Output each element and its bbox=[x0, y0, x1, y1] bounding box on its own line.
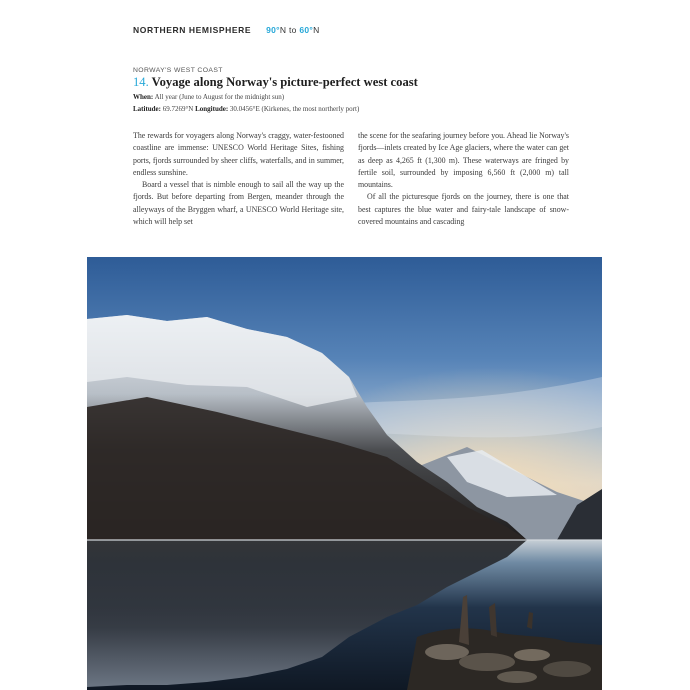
body-column-left bbox=[133, 130, 344, 228]
latitude-label: Latitude: bbox=[133, 105, 161, 113]
when-value: All year (June to August for the midnight sun) bbox=[154, 93, 285, 101]
body-paragraph: Of all the picturesque fjords on the journey, there is one that best captures the blue water and fairy-tale landscape of snow-covered mountains and cascading bbox=[358, 192, 569, 227]
latitude-value: 69.7269°N bbox=[162, 105, 194, 113]
fjord-photo bbox=[87, 257, 602, 690]
when-line bbox=[133, 93, 573, 101]
longitude-label: Longitude: bbox=[195, 105, 229, 113]
range-from-dir: N bbox=[279, 25, 287, 35]
body-paragraph: the scene for the seafaring journey before you. Ahead lie Norway's fjords—inlets created by Ice Age glaciers, where the water can get as deep as 4,265 ft (1,300 m). These waterways are fringed by fertile soil, surrounded by imposing 6,560 ft (2,000 m) tall mountains. bbox=[358, 131, 569, 190]
latitude-range bbox=[266, 25, 319, 35]
article-title-text: Voyage along Norway's picture-perfect west coast bbox=[151, 75, 418, 89]
range-to: 60° bbox=[299, 25, 314, 35]
section-title: NORTHERN HEMISPHERE bbox=[133, 25, 252, 35]
body-column-right bbox=[358, 130, 569, 228]
range-to-dir: N bbox=[313, 25, 320, 35]
article-title bbox=[133, 75, 573, 90]
coordinates-line bbox=[133, 105, 573, 113]
running-header bbox=[133, 25, 320, 35]
article-heading bbox=[133, 67, 573, 113]
article-number: 14. bbox=[133, 75, 149, 89]
range-to-word: to bbox=[289, 25, 297, 35]
range-from: 90° bbox=[266, 25, 280, 35]
fjord-illustration bbox=[87, 257, 602, 690]
when-label: When: bbox=[133, 93, 154, 101]
region-label: NORWAY'S WEST COAST bbox=[133, 67, 223, 74]
body-paragraph: The rewards for voyagers along Norway's craggy, water-festooned coastline are immense: UNESCO World Heritage Sites, fishing ports, fjords surrounded by sheer cliffs, waterfalls, and in summer, endless sunshine. bbox=[133, 131, 344, 177]
longitude-value: 30.0456°E (Kirkenes, the most northerly port) bbox=[229, 105, 360, 113]
body-paragraph: Board a vessel that is nimble enough to sail all the way up the fjords. But before departing from Bergen, meander through the alleyways of the Bryggen wharf, a UNESCO World Heritage site, which will help set bbox=[133, 180, 344, 227]
